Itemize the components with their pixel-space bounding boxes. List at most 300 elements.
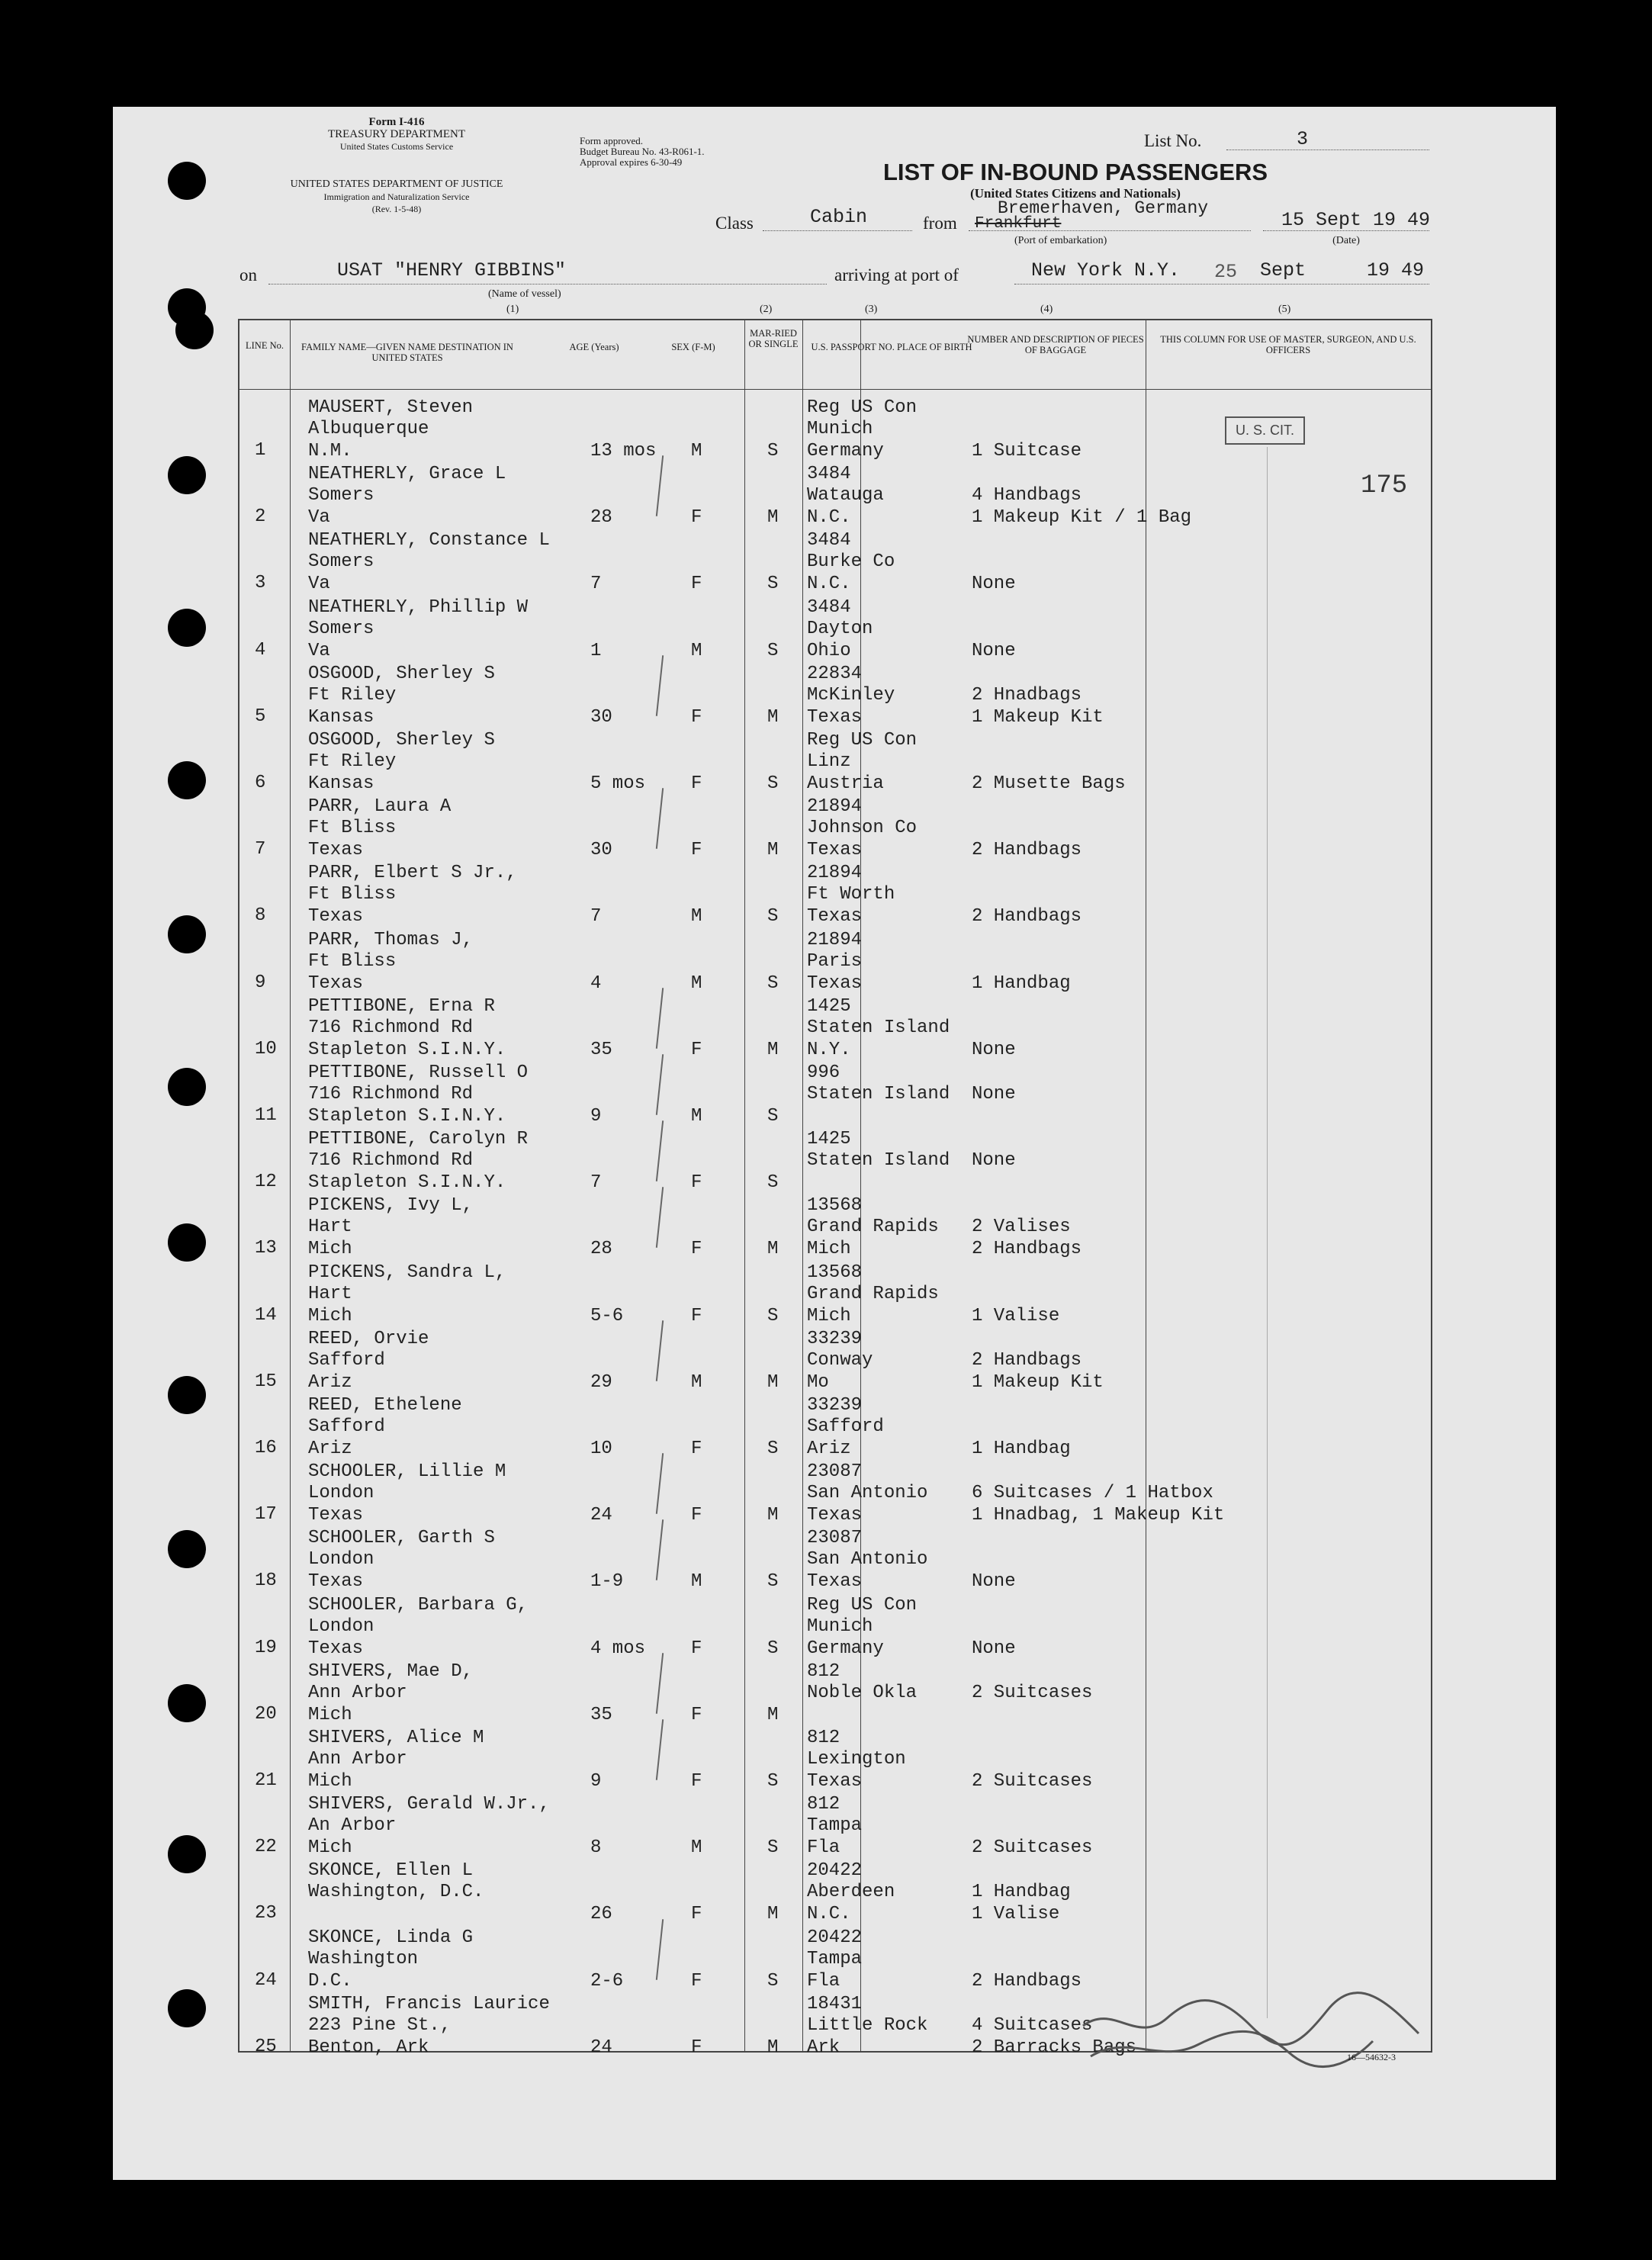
passenger-name: PARR, Elbert S Jr.,: [308, 863, 517, 884]
place-of-birth-2: Germany: [807, 441, 884, 461]
destination-line-2: Texas: [308, 1505, 364, 1526]
place-of-birth-2: Mich: [807, 1239, 851, 1260]
table-row: [239, 1660, 1431, 1727]
place-of-birth-2: N.C.: [807, 507, 851, 529]
header-married: MAR-RIED OR SINGLE: [748, 328, 799, 349]
passenger-sex: F: [691, 1172, 702, 1194]
place-of-birth-2: Texas: [807, 906, 863, 927]
passenger-sex: F: [691, 574, 702, 595]
passport-number: 13568: [807, 1195, 863, 1217]
destination-line-2: Kansas: [308, 773, 374, 794]
destination-line-2: Va: [308, 574, 330, 595]
table-row: [239, 1594, 1431, 1660]
line-number: 7: [255, 839, 266, 860]
destination-line-1: 716 Richmond Rd: [308, 1084, 474, 1104]
baggage-line-1: 2 Handbags: [972, 1349, 1082, 1371]
line-number: 23: [255, 1903, 277, 1924]
passenger-sex: F: [691, 1704, 702, 1725]
line-number: 11: [255, 1105, 277, 1126]
place-of-birth-2: Mich: [807, 1305, 851, 1326]
passenger-sex: M: [691, 906, 702, 927]
marital-status: S: [767, 1106, 779, 1127]
passenger-sex: M: [691, 441, 702, 461]
col-num-3: (3): [865, 304, 878, 315]
marital-status: S: [767, 1837, 779, 1859]
place-of-birth-2: Fla: [807, 1970, 840, 1992]
destination-line-1: An Arbor: [308, 1815, 397, 1837]
passport-number: 812: [807, 1660, 840, 1682]
place-of-birth-1: Watauga: [807, 485, 884, 506]
place-of-birth-2: Ariz: [807, 1439, 851, 1459]
place-of-birth-2: Fla: [807, 1837, 840, 1859]
line-number: 5: [255, 706, 266, 727]
marital-status: S: [767, 1172, 779, 1194]
destination-line-2: Stapleton S.I.N.Y.: [308, 1039, 506, 1060]
table-row: [239, 1262, 1431, 1328]
line-number: 15: [255, 1371, 277, 1392]
line-number: 1: [255, 440, 266, 461]
form-title: LIST OF IN-BOUND PASSENGERS: [882, 159, 1268, 185]
marital-status: S: [767, 1638, 779, 1659]
passenger-age: 10: [590, 1439, 612, 1459]
table-row: [239, 1194, 1431, 1261]
passenger-sex: F: [691, 1039, 702, 1060]
place-of-birth-1: Johnson Co: [807, 818, 918, 839]
from-label: from: [923, 214, 957, 233]
passenger-age: 28: [590, 1239, 612, 1260]
approval-line-1: Form approved.: [580, 135, 644, 146]
line-number: 21: [255, 1770, 277, 1791]
baggage-line-2: 1 Handbag: [972, 1439, 1071, 1459]
passenger-age: 9: [590, 1106, 602, 1127]
line-number: 13: [255, 1238, 277, 1259]
destination-line-1: Hart: [308, 1217, 352, 1238]
passenger-age: 24: [590, 2037, 612, 2058]
marital-status: M: [767, 1039, 779, 1060]
destination-line-1: Washington: [308, 1948, 419, 1969]
destination-line-1: 223 Pine St.,: [308, 2014, 452, 2036]
passport-number: 20422: [807, 1860, 863, 1882]
destination-line-1: London: [308, 1483, 374, 1504]
passenger-age: 29: [590, 1371, 612, 1393]
passenger-age: 35: [590, 1704, 612, 1725]
line-number: 16: [255, 1438, 277, 1458]
passport-number: 13568: [807, 1262, 863, 1283]
baggage-line-2: 1 Suitcase: [972, 441, 1082, 461]
form-number: Form I-416: [368, 116, 425, 128]
baggage-line-2: 1 Makeup Kit: [972, 706, 1104, 728]
passport-number: 23087: [807, 1528, 863, 1549]
arrival-day: 25: [1214, 261, 1238, 283]
baggage-line-1: None: [972, 1150, 1016, 1172]
marital-status: S: [767, 640, 779, 661]
passenger-name: PARR, Laura A: [308, 796, 452, 818]
punch-hole: [168, 1223, 206, 1262]
passenger-age: 7: [590, 1172, 602, 1194]
baggage-line-2: None: [972, 1638, 1016, 1659]
passenger-age: 5-6: [590, 1305, 624, 1326]
passenger-age: 4: [590, 972, 602, 994]
table-row: [239, 1062, 1431, 1128]
passport-number: 23087: [807, 1461, 863, 1483]
baggage-line-2: 1 Makeup Kit: [972, 1371, 1104, 1393]
class-label: Class: [715, 214, 754, 233]
passport-number: 1425: [807, 1129, 851, 1150]
arrival-month: Sept: [1260, 259, 1306, 281]
header-line-no: LINE No.: [246, 340, 284, 351]
table-row: [239, 663, 1431, 729]
destination-line-1: Hart: [308, 1283, 352, 1304]
marital-status: S: [767, 1771, 779, 1792]
col-num-4: (4): [1040, 304, 1053, 315]
destination-line-1: 716 Richmond Rd: [308, 1150, 474, 1172]
marital-status: S: [767, 1571, 779, 1593]
vessel-line: [268, 284, 827, 285]
citizen-stamp: U. S. CIT.: [1225, 416, 1305, 445]
table-row: [239, 596, 1431, 663]
passenger-name: SCHOOLER, Garth S: [308, 1528, 495, 1549]
place-of-birth-1: Little Rock: [807, 2014, 928, 2036]
destination-line-2: Texas: [308, 1571, 364, 1593]
passenger-sex: M: [691, 1571, 702, 1593]
baggage-line-2: 1 Handbag: [972, 972, 1071, 994]
baggage-line-1: 2 Suitcases: [972, 1682, 1093, 1703]
place-of-birth-1: Tampa: [807, 1948, 863, 1969]
destination-line-2: Texas: [308, 906, 364, 927]
table-row: [239, 1328, 1431, 1394]
place-of-birth-1: Munich: [807, 419, 873, 439]
place-of-birth-1: Grand Rapids: [807, 1217, 939, 1238]
destination-line-1: Safford: [308, 1416, 385, 1437]
destination-line-2: Ariz: [308, 1439, 352, 1459]
header-divider: [239, 389, 1431, 390]
passport-number: 1425: [807, 995, 851, 1017]
line-number: 6: [255, 773, 266, 793]
header-age: AGE (Years): [569, 342, 619, 352]
passenger-age: 4 mos: [590, 1638, 646, 1659]
passenger-sex: F: [691, 1970, 702, 1992]
line-number: 17: [255, 1504, 277, 1525]
table-row: [239, 729, 1431, 796]
destination-line-1: Ann Arbor: [308, 1682, 407, 1703]
table-row: [239, 529, 1431, 596]
date-value: 15 Sept 19 49: [1281, 209, 1431, 231]
destination-line-2: Texas: [308, 840, 364, 861]
passport-number: 21894: [807, 929, 863, 950]
passenger-age: 24: [590, 1505, 612, 1526]
passenger-sex: M: [691, 640, 702, 661]
passenger-sex: F: [691, 706, 702, 728]
vessel-note: (Name of vessel): [488, 288, 561, 300]
passenger-name: PARR, Thomas J,: [308, 929, 474, 950]
line-number: 25: [255, 2036, 277, 2057]
line-number: 4: [255, 639, 266, 661]
baggage-line-2: 2 Handbags: [972, 1239, 1082, 1260]
footer-code: 16—54632-3: [1347, 2052, 1396, 2062]
date-note: (Date): [1332, 235, 1360, 246]
baggage-line-2: None: [972, 640, 1016, 661]
punch-hole: [168, 1376, 206, 1414]
passenger-age: 30: [590, 840, 612, 861]
punch-hole: [175, 311, 214, 349]
place-of-birth-2: Ark: [807, 2037, 840, 2058]
passenger-sex: F: [691, 1771, 702, 1792]
baggage-line-2: 1 Valise: [972, 1904, 1060, 1925]
place-of-birth-1: Safford: [807, 1416, 884, 1437]
baggage-line-2: None: [972, 1039, 1016, 1060]
immigration-service: Immigration and Naturalization Service: [323, 191, 470, 202]
destination-line-1: Ft Bliss: [308, 950, 397, 972]
destination-line-2: D.C.: [308, 1970, 352, 1992]
punch-hole: [168, 1530, 206, 1568]
destination-line-2: Ariz: [308, 1371, 352, 1393]
passenger-sex: F: [691, 507, 702, 529]
passenger-sex: M: [691, 972, 702, 994]
table-row: [239, 995, 1431, 1062]
place-of-birth-1: Staten Island: [807, 1017, 950, 1038]
baggage-line-1: 4 Suitcases: [972, 2014, 1093, 2036]
table-row: [239, 1128, 1431, 1194]
destination-line-2: Mich: [308, 1305, 352, 1326]
punch-hole: [168, 1989, 206, 2027]
baggage-line-2: 2 Suitcases: [972, 1771, 1093, 1792]
passport-number: 3484: [807, 530, 851, 551]
stamp-number: 175: [1361, 471, 1408, 500]
header-officers: THIS COLUMN FOR USE OF MASTER, SURGEON, AND U.S. OFFICERS: [1160, 334, 1416, 355]
marital-status: M: [767, 1505, 779, 1526]
punch-hole: [168, 761, 206, 799]
arriving-label: arriving at port of: [834, 265, 959, 285]
passenger-sex: F: [691, 1239, 702, 1260]
line-number: 22: [255, 1837, 277, 1858]
destination-line-1: Ft Bliss: [308, 818, 397, 839]
officer-mark-line: [1267, 447, 1268, 2018]
place-of-birth-1: Staten Island: [807, 1150, 950, 1172]
table-row: [239, 1793, 1431, 1860]
place-of-birth-1: Staten Island: [807, 1084, 950, 1104]
marital-status: M: [767, 1239, 779, 1260]
place-of-birth-2: Texas: [807, 1505, 863, 1526]
table-row: [239, 463, 1431, 529]
passenger-age: 7: [590, 574, 602, 595]
place-of-birth-1: Conway: [807, 1349, 873, 1371]
passenger-sex: F: [691, 773, 702, 794]
destination-line-1: Safford: [308, 1349, 385, 1371]
destination-line-2: Va: [308, 640, 330, 661]
passenger-sex: F: [691, 1439, 702, 1459]
marital-status: M: [767, 2037, 779, 2058]
header-baggage: NUMBER AND DESCRIPTION OF PIECES OF BAGGAGE: [967, 334, 1144, 355]
baggage-line-1: 6 Suitcases / 1 Hatbox: [972, 1483, 1213, 1504]
destination-line-2: N.M.: [308, 441, 352, 461]
passenger-name: SHIVERS, Gerald W.Jr.,: [308, 1794, 550, 1815]
passport-number: Reg US Con: [807, 730, 918, 751]
list-no-value: 3: [1297, 128, 1309, 150]
baggage-line-2: None: [972, 574, 1016, 595]
passenger-sex: F: [691, 1904, 702, 1925]
passenger-sex: M: [691, 1371, 702, 1393]
approval-line-3: Approval expires 6-30-49: [580, 156, 683, 168]
destination-line-1: Ft Bliss: [308, 884, 397, 905]
marital-status: M: [767, 840, 779, 861]
passenger-name: PETTIBONE, Russell O: [308, 1062, 529, 1083]
revision: (Rev. 1-5-48): [371, 204, 422, 214]
vessel-name: USAT "HENRY GIBBINS": [337, 259, 567, 281]
place-of-birth-1: San Antonio: [807, 1549, 928, 1570]
port-note: (Port of embarkation): [1014, 235, 1107, 246]
passenger-age: 2-6: [590, 1970, 624, 1992]
officer-signature: [1068, 1972, 1449, 2079]
place-of-birth-2: Texas: [807, 706, 863, 728]
destination-line-2: Mich: [308, 1771, 352, 1792]
from-value: Bremerhaven, Germany: [998, 198, 1209, 218]
passenger-sex: F: [691, 2037, 702, 2058]
table-row: [239, 1727, 1431, 1793]
place-of-birth-1: Burke Co: [807, 551, 895, 573]
passport-number: 33239: [807, 1328, 863, 1349]
marital-status: S: [767, 1305, 779, 1326]
line-number: 9: [255, 972, 266, 993]
destination-line-1: Washington, D.C.: [308, 1882, 484, 1903]
line-number: 19: [255, 1637, 277, 1658]
passenger-name: SCHOOLER, Barbara G,: [308, 1594, 529, 1615]
baggage-line-1: None: [972, 1084, 1016, 1104]
passenger-sex: M: [691, 1837, 702, 1859]
place-of-birth-1: Munich: [807, 1615, 873, 1637]
passenger-sex: F: [691, 840, 702, 861]
line-number: 2: [255, 506, 266, 528]
passenger-name: SHIVERS, Alice M: [308, 1728, 484, 1748]
passenger-age: 30: [590, 706, 612, 728]
class-line: [763, 230, 912, 231]
passenger-name: SMITH, Francis Laurice: [308, 1993, 550, 2014]
table-row: [239, 796, 1431, 862]
header-name: FAMILY NAME—GIVEN NAME DESTINATION IN UNITED STATES: [301, 342, 513, 363]
marital-status: S: [767, 773, 779, 794]
destination-line-2: Va: [308, 507, 330, 529]
passport-number: 3484: [807, 464, 851, 485]
marital-status: S: [767, 906, 779, 927]
baggage-line-2: 2 Barracks Bags: [972, 2037, 1137, 2058]
passenger-name: SKONCE, Ellen L: [308, 1860, 474, 1882]
customs-service: United States Customs Service: [339, 141, 454, 152]
passenger-name: PICKENS, Ivy L,: [308, 1195, 474, 1217]
punch-hole: [168, 1835, 206, 1873]
baggage-line-1: 2 Hnadbags: [972, 684, 1082, 706]
passenger-sex: F: [691, 1305, 702, 1326]
arrival-port: New York N.Y.: [1031, 259, 1181, 281]
header-sex: SEX (F-M): [671, 342, 715, 352]
passenger-name: NEATHERLY, Phillip W: [308, 596, 529, 618]
marital-status: S: [767, 972, 779, 994]
destination-line-1: Somers: [308, 618, 374, 639]
punch-hole: [168, 1068, 206, 1106]
passport-number: 21894: [807, 863, 863, 884]
place-of-birth-2: Texas: [807, 1571, 863, 1593]
list-no-label: List No.: [1144, 131, 1202, 150]
destination-line-1: Ft Riley: [308, 751, 397, 772]
destination-line-2: Mich: [308, 1239, 352, 1260]
line-number: 24: [255, 1969, 277, 1991]
approval-notice: [580, 136, 705, 168]
destination-line-2: Texas: [308, 972, 364, 994]
passenger-name: REED, Orvie: [308, 1328, 429, 1349]
place-of-birth-1: Paris: [807, 950, 863, 972]
passenger-name: REED, Ethelene: [308, 1395, 462, 1416]
place-of-birth-2: Texas: [807, 840, 863, 861]
destination-line-2: Stapleton S.I.N.Y.: [308, 1106, 506, 1127]
line-number: 3: [255, 573, 266, 594]
table-row: [239, 1860, 1431, 1926]
baggage-line-1: 1 Handbag: [972, 1882, 1071, 1903]
passenger-sex: F: [691, 1505, 702, 1526]
destination-line-1: Somers: [308, 551, 374, 573]
destination-line-1: London: [308, 1549, 374, 1570]
col-num-5: (5): [1278, 304, 1291, 315]
passenger-name: OSGOOD, Sherley S: [308, 663, 495, 684]
marital-status: S: [767, 441, 779, 461]
place-of-birth-2: Germany: [807, 1638, 884, 1659]
marital-status: M: [767, 1704, 779, 1725]
passenger-age: 35: [590, 1039, 612, 1060]
place-of-birth-2: Texas: [807, 972, 863, 994]
passenger-name: SKONCE, Linda G: [308, 1927, 474, 1948]
line-number: 14: [255, 1304, 277, 1326]
justice-department: UNITED STATES DEPARTMENT OF JUSTICE: [290, 178, 503, 190]
place-of-birth-1: San Antonio: [807, 1483, 928, 1504]
place-of-birth-1: Lexington: [807, 1749, 906, 1770]
col-num-2: (2): [760, 304, 773, 315]
destination-line-1: London: [308, 1615, 374, 1637]
place-of-birth-1: Aberdeen: [807, 1882, 895, 1903]
baggage-line-2: 2 Handbags: [972, 840, 1082, 861]
place-of-birth-1: Dayton: [807, 618, 873, 639]
marital-status: S: [767, 1970, 779, 1992]
passenger-name: MAUSERT, Steven: [308, 397, 474, 418]
passport-number: 22834: [807, 663, 863, 684]
passport-number: 3484: [807, 596, 851, 618]
marital-status: M: [767, 1371, 779, 1393]
baggage-line-2: 1 Makeup Kit / 1 Bag: [972, 507, 1192, 529]
passenger-age: 7: [590, 906, 602, 927]
passenger-name: SCHOOLER, Lillie M: [308, 1461, 506, 1483]
marital-status: M: [767, 507, 779, 529]
place-of-birth-1: Grand Rapids: [807, 1283, 939, 1304]
place-of-birth-1: Noble Okla: [807, 1682, 918, 1703]
place-of-birth-2: N.Y.: [807, 1039, 851, 1060]
marital-status: M: [767, 706, 779, 728]
passenger-name: OSGOOD, Sherley S: [308, 730, 495, 751]
passenger-name: NEATHERLY, Grace L: [308, 464, 506, 485]
passenger-age: 8: [590, 1837, 602, 1859]
place-of-birth-2: Ohio: [807, 640, 851, 661]
punch-hole: [168, 162, 206, 200]
passport-number: 812: [807, 1728, 840, 1748]
passenger-age: 1-9: [590, 1571, 624, 1593]
destination-line-2: Benton, Ark: [308, 2037, 429, 2058]
punch-hole: [168, 609, 206, 647]
passport-number: 996: [807, 1062, 840, 1083]
passenger-sex: F: [691, 1638, 702, 1659]
place-of-birth-2: N.C.: [807, 574, 851, 595]
passport-number: 33239: [807, 1395, 863, 1416]
baggage-line-2: 2 Handbags: [972, 906, 1082, 927]
destination-line-2: Mich: [308, 1704, 352, 1725]
from-struck: Frankfurt: [975, 215, 1062, 233]
passenger-name: PETTIBONE, Erna R: [308, 995, 495, 1017]
arrival-year: 19 49: [1367, 259, 1425, 281]
on-label: on: [239, 265, 257, 285]
